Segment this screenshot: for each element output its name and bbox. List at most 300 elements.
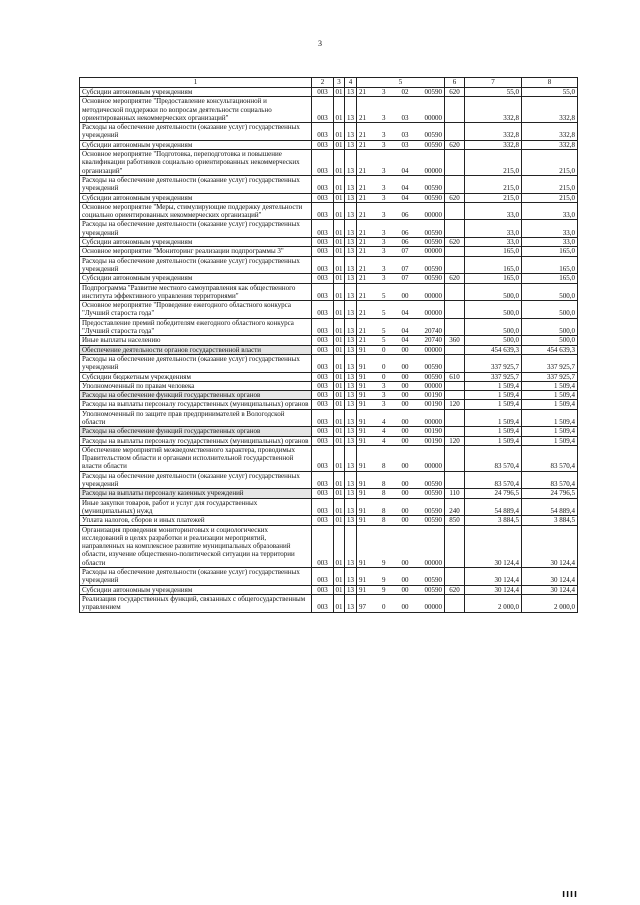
- row-subsection-code: 13: [345, 256, 357, 274]
- row-expense-type: [445, 427, 465, 436]
- row-amount-col7: 215,0: [465, 150, 522, 176]
- row-expense-type: 620: [445, 274, 465, 283]
- row-name: Расходы на обеспечение функций государственных органов: [80, 391, 312, 400]
- row-amount-col7: 332,8: [465, 140, 522, 149]
- row-amount-col7: 3 884,5: [465, 516, 522, 525]
- row-amount-col7: 1 509,4: [465, 436, 522, 445]
- target-code-part: 00590: [424, 228, 442, 237]
- row-expense-type: [445, 471, 465, 489]
- row-subsection-code: 13: [345, 123, 357, 141]
- target-code-part: 3: [382, 131, 386, 140]
- row-amount-col7: 1 509,4: [465, 427, 522, 436]
- target-code-part: 91: [359, 363, 366, 372]
- row-target-code: [357, 427, 445, 436]
- target-code-part: 8: [382, 489, 386, 498]
- row-target-code: [357, 97, 445, 123]
- row-amount-col7: 500,0: [465, 318, 522, 336]
- target-code-part: 00: [401, 291, 409, 300]
- row-name: Расходы на выплаты персоналу государственных (муниципальных) органов: [80, 436, 312, 445]
- row-amount-col8: 215,0: [522, 193, 578, 202]
- row-subsection-code: 13: [345, 220, 357, 238]
- row-section-code: 01: [334, 354, 345, 372]
- target-code-part: 8: [382, 480, 386, 489]
- row-name: Иные закупки товаров, работ и услуг для государственных (муниципальных) нужд: [80, 498, 312, 516]
- row-section-code: 01: [334, 409, 345, 427]
- row-subsection-code: 13: [345, 427, 357, 436]
- row-expense-type: 620: [445, 140, 465, 149]
- target-code-part: 07: [401, 274, 409, 283]
- target-code-parts: [357, 141, 444, 149]
- target-code-parts: [357, 427, 444, 435]
- target-code-part: 3: [382, 274, 386, 283]
- target-code-part: 3: [382, 238, 386, 247]
- row-amount-col8: 30 124,4: [522, 525, 578, 567]
- row-expense-type: [445, 525, 465, 567]
- target-code-part: 00000: [424, 558, 442, 567]
- target-code-part: 00000: [424, 291, 442, 300]
- row-amount-col8: 165,0: [522, 256, 578, 274]
- row-amount-col8: 454 639,3: [522, 345, 578, 354]
- row-ministry-code: 003: [312, 336, 334, 345]
- target-code-part: 91: [359, 516, 366, 525]
- row-name: Субсидии автономным учреждениям: [80, 193, 312, 202]
- row-subsection-code: 13: [345, 568, 357, 586]
- target-code-part: 5: [382, 336, 386, 345]
- row-section-code: 01: [335, 427, 343, 436]
- row-ministry-code: 003: [312, 585, 334, 594]
- row-amount-col8: 1 509,4: [522, 391, 578, 400]
- row-expense-type: [445, 318, 465, 336]
- target-code-parts: [357, 346, 444, 354]
- row-amount-col8: 30 124,4: [522, 585, 578, 594]
- target-code-part: 3: [382, 113, 386, 122]
- row-amount-col7: 33,0: [465, 220, 522, 238]
- row-target-code: [357, 354, 445, 372]
- row-target-code: [357, 568, 445, 586]
- table-row: [80, 88, 578, 97]
- target-code-part: 00590: [424, 372, 442, 381]
- target-code-part: 00: [401, 363, 409, 372]
- target-code-part: 8: [382, 506, 386, 515]
- row-subsection-code: 13: [345, 354, 357, 372]
- table-row: [80, 301, 578, 319]
- row-expense-type: [445, 97, 465, 123]
- row-ministry-code: 003: [312, 594, 334, 612]
- row-subsection-code: 13: [345, 193, 357, 202]
- target-code-part: 03: [401, 131, 409, 140]
- table-row: [80, 525, 578, 567]
- row-section-code: 01: [335, 140, 343, 149]
- row-section-code: 01: [334, 220, 345, 238]
- row-target-code: [357, 594, 445, 612]
- row-subsection-code: 13: [345, 516, 357, 525]
- row-amount-col7: 30 124,4: [465, 568, 522, 586]
- target-code-part: 07: [401, 264, 409, 273]
- target-code-parts: [357, 114, 444, 122]
- target-code-part: 21: [359, 113, 366, 122]
- row-amount-col7: 500,0: [465, 283, 522, 301]
- row-expense-type: [445, 283, 465, 301]
- row-name: Субсидии бюджетным учреждениям: [80, 372, 312, 381]
- row-section-code: 01: [335, 516, 343, 525]
- row-subsection-code: 13: [345, 283, 357, 301]
- row-section-code: 01: [334, 445, 345, 471]
- target-code-part: 8: [382, 516, 386, 525]
- target-code-part: 21: [359, 228, 366, 237]
- row-amount-col7: 30 124,4: [465, 585, 522, 594]
- row-expense-type: 240: [445, 498, 465, 516]
- row-name: Обеспечение мероприятий межведомственного характера, проводимых Правительством области и органами исполнительной государственной власти области: [80, 445, 312, 471]
- row-amount-col7: 332,8: [465, 123, 522, 141]
- row-amount-col8: 55,0: [522, 88, 578, 97]
- row-subsection-code: 13: [345, 97, 357, 123]
- row-expense-type: [445, 409, 465, 427]
- row-ministry-code: 003: [312, 516, 334, 525]
- target-code-part: 91: [359, 372, 366, 381]
- row-amount-col7: 215,0: [465, 193, 522, 202]
- row-name: Субсидии автономным учреждениям: [80, 140, 312, 149]
- target-code-part: 3: [382, 247, 386, 256]
- target-code-part: 00590: [424, 506, 442, 515]
- target-code-part: 00: [401, 345, 409, 354]
- target-code-part: 21: [359, 131, 366, 140]
- target-code-part: 21: [359, 88, 366, 96]
- target-code-part: 20740: [424, 327, 442, 336]
- row-name: Основное мероприятие "Предоставление консультационной и методической поддержки по вопросам деятельности социально ориентированных некоммерческих организаций": [80, 97, 312, 123]
- row-ministry-code: 003: [312, 381, 334, 390]
- target-code-part: 00: [401, 585, 409, 594]
- target-code-parts: [357, 507, 444, 515]
- row-name: Субсидии автономным учреждениям: [80, 88, 312, 97]
- row-amount-col8: 165,0: [522, 274, 578, 283]
- row-amount-col8: 1 509,4: [522, 409, 578, 427]
- target-code-part: 91: [359, 391, 366, 400]
- header-cell: 6: [445, 78, 465, 88]
- target-code-parts: [357, 292, 444, 300]
- row-target-code: [357, 283, 445, 301]
- target-code-part: 4: [382, 427, 386, 436]
- target-code-part: 00000: [424, 462, 442, 471]
- table-body: [80, 88, 578, 613]
- row-amount-col7: 454 639,3: [465, 345, 522, 354]
- row-subsection-code: 13: [345, 88, 357, 97]
- target-code-part: 03: [401, 140, 409, 149]
- table-row: [80, 354, 578, 372]
- row-amount-col7: 165,0: [465, 256, 522, 274]
- target-code-part: 91: [359, 480, 366, 489]
- target-code-part: 00590: [424, 184, 442, 193]
- row-subsection-code: 13: [345, 318, 357, 336]
- row-section-code: 01: [334, 594, 345, 612]
- row-expense-type: 110: [445, 489, 465, 498]
- row-name: Расходы на обеспечение функций государственных органов: [80, 427, 312, 436]
- row-section-code: 01: [334, 97, 345, 123]
- target-code-part: 21: [359, 264, 366, 273]
- target-code-part: 21: [359, 184, 366, 193]
- row-target-code: [357, 489, 445, 498]
- table-row: [80, 391, 578, 400]
- target-code-part: 21: [359, 291, 366, 300]
- row-section-code: 01: [334, 283, 345, 301]
- target-code-parts: [357, 480, 444, 488]
- target-code-parts: [357, 327, 444, 335]
- row-amount-col7: 500,0: [465, 336, 522, 345]
- row-subsection-code: 13: [345, 274, 357, 283]
- row-expense-type: [445, 391, 465, 400]
- row-target-code: [357, 202, 445, 220]
- row-amount-col7: 1 509,4: [465, 391, 522, 400]
- target-code-part: 00: [401, 436, 409, 445]
- row-section-code: 01: [335, 381, 343, 390]
- target-code-part: 00590: [424, 363, 442, 372]
- row-ministry-code: 003: [312, 247, 334, 256]
- table-row: [80, 516, 578, 525]
- target-code-part: 00590: [424, 193, 442, 202]
- row-amount-col7: 337 925,7: [465, 354, 522, 372]
- row-amount-col8: 500,0: [522, 318, 578, 336]
- row-subsection-code: 13: [345, 471, 357, 489]
- target-code-parts: [357, 437, 444, 445]
- row-subsection-code: 13: [345, 345, 357, 354]
- row-ministry-code: 003: [312, 193, 334, 202]
- row-ministry-code: 003: [312, 150, 334, 176]
- target-code-part: 20740: [424, 336, 442, 345]
- target-code-part: 91: [359, 462, 366, 471]
- target-code-parts: [357, 265, 444, 273]
- row-target-code: [357, 400, 445, 409]
- row-ministry-code: 003: [312, 471, 334, 489]
- target-code-part: 03: [401, 113, 409, 122]
- row-name: Расходы на обеспечение деятельности (оказание услуг) государственных учреждений: [80, 256, 312, 274]
- row-amount-col7: 24 796,5: [465, 489, 522, 498]
- row-subsection-code: 13: [345, 336, 357, 345]
- target-code-part: 91: [359, 576, 366, 585]
- row-name: Предоставление премий победителям ежегодного областного конкурса "Лучший староста года": [80, 318, 312, 336]
- target-code-part: 00190: [424, 436, 442, 445]
- target-code-parts: [357, 559, 444, 567]
- row-subsection-code: 13: [345, 498, 357, 516]
- row-target-code: [357, 336, 445, 345]
- table-row: [80, 175, 578, 193]
- table-row: [80, 220, 578, 238]
- target-code-part: 9: [382, 558, 386, 567]
- row-subsection-code: 13: [345, 381, 357, 390]
- target-code-parts: [357, 418, 444, 426]
- row-expense-type: [445, 150, 465, 176]
- target-code-parts: [357, 88, 444, 96]
- table-row: [80, 594, 578, 612]
- row-expense-type: [445, 175, 465, 193]
- table-row: [80, 193, 578, 202]
- row-ministry-code: 003: [312, 283, 334, 301]
- table-row: [80, 372, 578, 381]
- row-section-code: 01: [335, 489, 343, 498]
- target-code-part: 91: [359, 345, 366, 354]
- row-ministry-code: 003: [312, 220, 334, 238]
- target-code-part: 21: [359, 211, 366, 220]
- row-name: Расходы на обеспечение деятельности (оказание услуг) государственных учреждений: [80, 354, 312, 372]
- target-code-part: 91: [359, 417, 366, 426]
- target-code-part: 4: [382, 417, 386, 426]
- row-amount-col8: 30 124,4: [522, 568, 578, 586]
- row-section-code: 01: [334, 498, 345, 516]
- target-code-part: 91: [359, 558, 366, 567]
- row-section-code: 01: [335, 88, 343, 96]
- row-expense-type: 610: [445, 372, 465, 381]
- row-section-code: 01: [335, 372, 343, 381]
- target-code-parts: [357, 184, 444, 192]
- row-expense-type: [445, 381, 465, 390]
- target-code-part: 3: [382, 381, 386, 390]
- row-amount-col8: 1 509,4: [522, 381, 578, 390]
- target-code-part: 00590: [424, 576, 442, 585]
- row-section-code: 01: [334, 256, 345, 274]
- target-code-part: 3: [382, 140, 386, 149]
- target-code-part: 21: [359, 309, 366, 318]
- target-code-part: 3: [382, 211, 386, 220]
- row-section-code: 01: [335, 274, 343, 283]
- row-ministry-code: 003: [312, 400, 334, 409]
- target-code-part: 00: [401, 576, 409, 585]
- target-code-part: 06: [401, 211, 409, 220]
- row-amount-col7: 332,8: [465, 97, 522, 123]
- row-target-code: [357, 391, 445, 400]
- header-cell: 2: [312, 78, 334, 88]
- row-ministry-code: 003: [312, 140, 334, 149]
- header-cell: 4: [345, 78, 357, 88]
- target-code-part: 00: [401, 516, 409, 525]
- target-code-part: 3: [382, 400, 386, 409]
- target-code-part: 8: [382, 462, 386, 471]
- row-expense-type: [445, 247, 465, 256]
- row-subsection-code: 13: [345, 594, 357, 612]
- target-code-part: 04: [401, 336, 409, 345]
- target-code-part: 00: [401, 427, 409, 436]
- row-target-code: [357, 88, 445, 97]
- row-expense-type: 120: [445, 436, 465, 445]
- row-amount-col8: 215,0: [522, 175, 578, 193]
- target-code-part: 00590: [424, 585, 442, 594]
- target-code-part: 91: [359, 489, 366, 498]
- row-ministry-code: 003: [312, 175, 334, 193]
- row-name: Расходы на обеспечение деятельности (оказание услуг) государственных учреждений: [80, 471, 312, 489]
- target-code-part: 91: [359, 400, 366, 409]
- row-ministry-code: 003: [312, 97, 334, 123]
- row-section-code: 01: [334, 202, 345, 220]
- row-name: Обеспечение деятельности органов государственной власти: [80, 345, 312, 354]
- target-code-part: 00590: [424, 88, 442, 96]
- target-code-part: 00: [401, 480, 409, 489]
- row-amount-col8: 24 796,5: [522, 489, 578, 498]
- row-name: Уплата налогов, сборов и иных платежей: [80, 516, 312, 525]
- row-name: Субсидии автономным учреждениям: [80, 238, 312, 247]
- row-ministry-code: 003: [312, 256, 334, 274]
- target-code-part: 02: [401, 88, 409, 96]
- target-code-part: 91: [359, 381, 366, 390]
- row-expense-type: [445, 301, 465, 319]
- row-amount-col8: 165,0: [522, 247, 578, 256]
- row-target-code: [357, 140, 445, 149]
- row-name: Основное мероприятие "Меры, стимулирующие поддержку деятельности социально ориентированных некоммерческих организаций": [80, 202, 312, 220]
- target-code-part: 00: [401, 400, 409, 409]
- target-code-part: 04: [401, 166, 409, 175]
- target-code-parts: [357, 603, 444, 611]
- target-code-parts: [357, 489, 444, 497]
- target-code-part: 06: [401, 238, 409, 247]
- target-code-part: 3: [382, 264, 386, 273]
- target-code-part: 21: [359, 140, 366, 149]
- row-amount-col8: 337 925,7: [522, 354, 578, 372]
- target-code-part: 91: [359, 436, 366, 445]
- row-ministry-code: 003: [312, 274, 334, 283]
- target-code-part: 04: [401, 309, 409, 318]
- row-expense-type: [445, 123, 465, 141]
- table-row: [80, 585, 578, 594]
- row-amount-col7: 337 925,7: [465, 372, 522, 381]
- row-amount-col7: 33,0: [465, 238, 522, 247]
- table-header-row: [80, 78, 578, 88]
- row-amount-col8: 332,8: [522, 123, 578, 141]
- row-name: Основное мероприятие "Подготовка, переподготовка и повышение квалификации работников социально ориентированных некоммерческих организаций": [80, 150, 312, 176]
- target-code-part: 00590: [424, 516, 442, 525]
- target-code-part: 00: [401, 391, 409, 400]
- target-code-part: 00000: [424, 211, 442, 220]
- row-ministry-code: 003: [312, 88, 334, 97]
- row-amount-col7: 1 509,4: [465, 400, 522, 409]
- table-row: [80, 471, 578, 489]
- table-row: [80, 140, 578, 149]
- row-name: Расходы на обеспечение деятельности (оказание услуг) государственных учреждений: [80, 568, 312, 586]
- target-code-part: 21: [359, 166, 366, 175]
- target-code-part: 07: [401, 247, 409, 256]
- row-subsection-code: 13: [345, 247, 357, 256]
- target-code-part: 00590: [424, 238, 442, 247]
- row-expense-type: 620: [445, 193, 465, 202]
- target-code-part: 5: [382, 309, 386, 318]
- row-target-code: [357, 256, 445, 274]
- row-name: Основное мероприятие "Проведение ежегодного областного конкурса "Лучший староста года": [80, 301, 312, 319]
- row-ministry-code: 003: [312, 238, 334, 247]
- row-amount-col8: 1 509,4: [522, 400, 578, 409]
- row-expense-type: [445, 568, 465, 586]
- row-section-code: 01: [334, 301, 345, 319]
- table-row: [80, 256, 578, 274]
- header-cell: 8: [522, 78, 578, 88]
- target-code-part: 9: [382, 576, 386, 585]
- row-name: Расходы на обеспечение деятельности (оказание услуг) государственных учреждений: [80, 175, 312, 193]
- row-ministry-code: 003: [312, 568, 334, 586]
- row-amount-col7: 165,0: [465, 247, 522, 256]
- row-amount-col8: 332,8: [522, 140, 578, 149]
- row-section-code: 01: [335, 193, 343, 202]
- target-code-part: 00000: [424, 166, 442, 175]
- budget-table: [79, 77, 578, 613]
- row-name: Уполномоченный по защите прав предпринимателей в Вологодской области: [80, 409, 312, 427]
- row-ministry-code: 003: [312, 372, 334, 381]
- target-code-part: 00: [401, 506, 409, 515]
- row-target-code: [357, 516, 445, 525]
- row-amount-col7: 30 124,4: [465, 525, 522, 567]
- row-subsection-code: 13: [345, 445, 357, 471]
- row-expense-type: 620: [445, 88, 465, 97]
- target-code-part: 0: [382, 603, 386, 612]
- row-subsection-code: 13: [345, 585, 357, 594]
- row-subsection-code: 13: [345, 150, 357, 176]
- row-subsection-code: 13: [345, 175, 357, 193]
- row-subsection-code: 13: [345, 489, 357, 498]
- table-row: [80, 489, 578, 498]
- row-subsection-code: 13: [345, 372, 357, 381]
